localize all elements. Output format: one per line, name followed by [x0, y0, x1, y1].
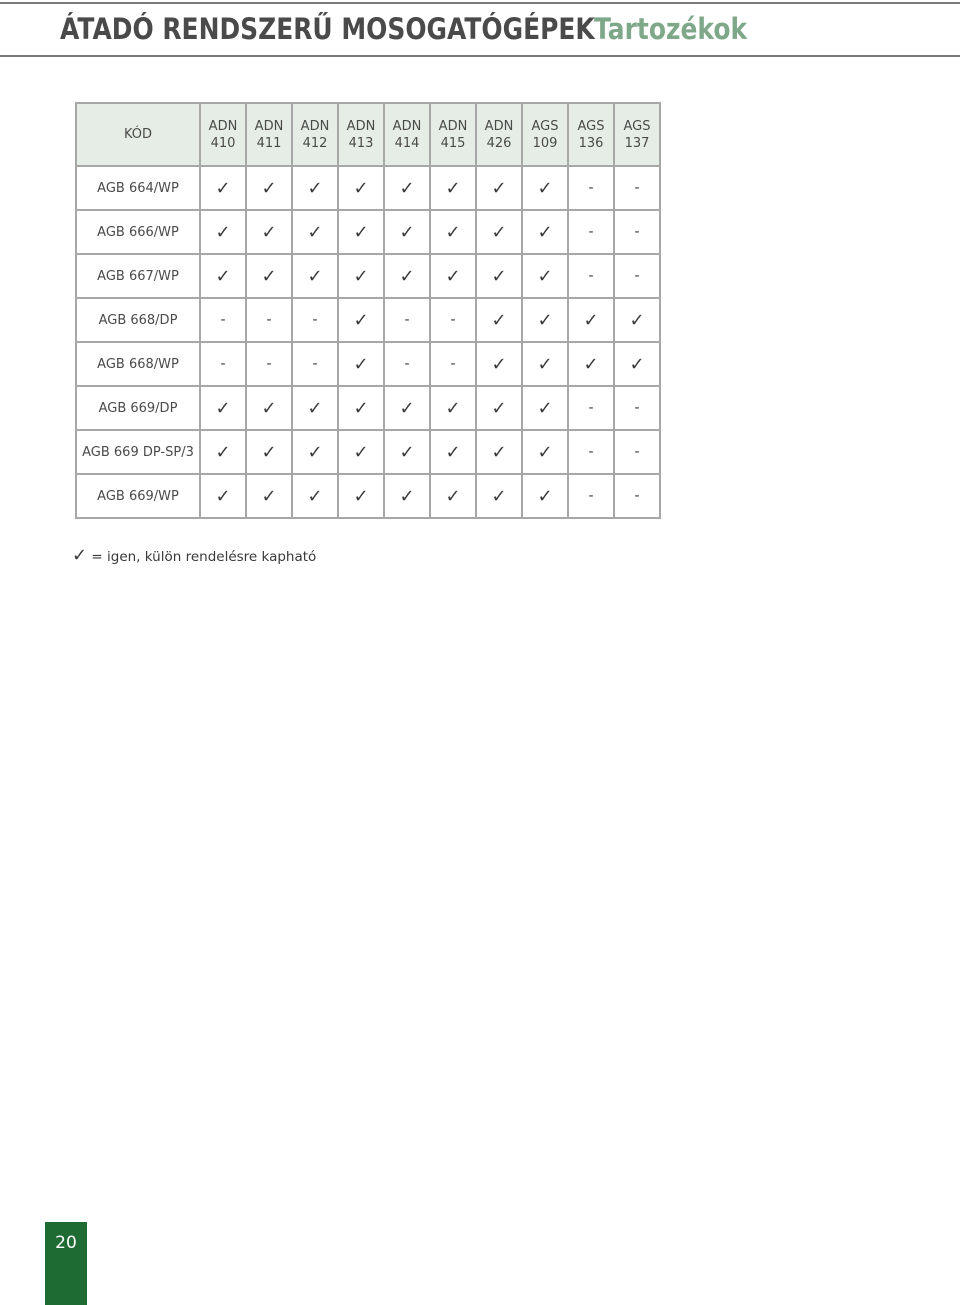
not-available-cell: - [246, 298, 292, 342]
row-code: AGB 669 DP-SP/3 [76, 430, 200, 474]
column-header [476, 103, 522, 166]
not-available-cell: - [568, 430, 614, 474]
check-icon: ✓ [476, 430, 522, 474]
column-header-series: ADN [346, 118, 376, 134]
check-icon: ✓ [476, 210, 522, 254]
column-header [246, 103, 292, 166]
check-icon: ✓ [476, 386, 522, 430]
row-code: AGB 669/WP [76, 474, 200, 518]
check-icon: ✓ [246, 254, 292, 298]
column-header-model: 413 [348, 135, 374, 151]
column-header-series: AGS [577, 118, 605, 134]
column-header-model: 136 [578, 135, 604, 151]
column-header [522, 103, 568, 166]
not-available-cell: - [246, 342, 292, 386]
column-header-model: 426 [486, 135, 512, 151]
not-available-cell: - [384, 342, 430, 386]
check-icon: ✓ [292, 430, 338, 474]
check-icon: ✓ [292, 166, 338, 210]
not-available-cell: - [568, 210, 614, 254]
not-available-cell: - [614, 474, 660, 518]
check-icon: ✓ [476, 342, 522, 386]
check-icon: ✓ [568, 298, 614, 342]
check-icon: ✓ [72, 545, 88, 566]
check-icon: ✓ [200, 430, 246, 474]
check-icon: ✓ [246, 386, 292, 430]
check-icon: ✓ [200, 210, 246, 254]
table-row [76, 342, 660, 386]
row-code: AGB 669/DP [76, 386, 200, 430]
check-icon: ✓ [430, 254, 476, 298]
check-icon: ✓ [522, 386, 568, 430]
check-icon: ✓ [384, 386, 430, 430]
not-available-cell: - [292, 298, 338, 342]
table-row [76, 474, 660, 518]
row-code: AGB 668/DP [76, 298, 200, 342]
top-rule [0, 2, 960, 4]
code-column-header: KÓD [76, 103, 200, 166]
column-header-model: 414 [394, 135, 420, 151]
check-icon: ✓ [430, 210, 476, 254]
column-header [384, 103, 430, 166]
page-number-tab [45, 1222, 87, 1305]
not-available-cell: - [430, 342, 476, 386]
column-header [568, 103, 614, 166]
table-row [76, 166, 660, 210]
not-available-cell: - [568, 474, 614, 518]
check-icon: ✓ [200, 254, 246, 298]
check-icon: ✓ [522, 430, 568, 474]
check-icon: ✓ [522, 254, 568, 298]
check-icon: ✓ [430, 386, 476, 430]
check-icon: ✓ [338, 210, 384, 254]
column-header-series: ADN [254, 118, 284, 134]
section-subtitle: Tartozékok [594, 12, 748, 46]
check-icon: ✓ [246, 166, 292, 210]
column-header-series: ADN [300, 118, 330, 134]
check-icon: ✓ [522, 474, 568, 518]
check-icon: ✓ [614, 342, 660, 386]
column-header [430, 103, 476, 166]
column-header-model: 410 [210, 135, 236, 151]
check-icon: ✓ [338, 430, 384, 474]
check-icon: ✓ [568, 342, 614, 386]
page-title: ÁTADÓ RENDSZERŰ MOSOGATÓGÉPEK [60, 12, 595, 46]
column-header-model: 412 [302, 135, 328, 151]
not-available-cell: - [384, 298, 430, 342]
check-icon: ✓ [246, 474, 292, 518]
table-body [76, 166, 660, 518]
header-rule [0, 55, 960, 57]
table-row [76, 430, 660, 474]
not-available-cell: - [568, 386, 614, 430]
not-available-cell: - [200, 342, 246, 386]
row-code: AGB 667/WP [76, 254, 200, 298]
column-header [614, 103, 660, 166]
table-row [76, 254, 660, 298]
row-code: AGB 668/WP [76, 342, 200, 386]
check-icon: ✓ [476, 254, 522, 298]
check-icon: ✓ [476, 166, 522, 210]
table-header-row [76, 103, 660, 166]
check-icon: ✓ [338, 166, 384, 210]
not-available-cell: - [614, 386, 660, 430]
not-available-cell: - [292, 342, 338, 386]
check-icon: ✓ [292, 210, 338, 254]
check-icon: ✓ [384, 210, 430, 254]
page-number: 20 [55, 1233, 77, 1253]
not-available-cell: - [200, 298, 246, 342]
check-icon: ✓ [200, 474, 246, 518]
check-icon: ✓ [476, 474, 522, 518]
not-available-cell: - [568, 166, 614, 210]
check-icon: ✓ [338, 254, 384, 298]
check-icon: ✓ [292, 386, 338, 430]
legend [72, 545, 316, 566]
table-row [76, 386, 660, 430]
check-icon: ✓ [338, 386, 384, 430]
check-icon: ✓ [246, 430, 292, 474]
check-icon: ✓ [384, 430, 430, 474]
not-available-cell: - [614, 210, 660, 254]
column-header-model: 411 [256, 135, 282, 151]
column-header-model: 415 [440, 135, 466, 151]
check-icon: ✓ [522, 342, 568, 386]
column-header-model: 109 [532, 135, 558, 151]
column-header [338, 103, 384, 166]
column-header-model: 137 [624, 135, 650, 151]
check-icon: ✓ [430, 430, 476, 474]
not-available-cell: - [614, 430, 660, 474]
table-row [76, 298, 660, 342]
not-available-cell: - [614, 254, 660, 298]
table-row [76, 210, 660, 254]
check-icon: ✓ [246, 210, 292, 254]
check-icon: ✓ [522, 298, 568, 342]
check-icon: ✓ [200, 166, 246, 210]
not-available-cell: - [568, 254, 614, 298]
check-icon: ✓ [338, 474, 384, 518]
column-header-series: AGS [623, 118, 651, 134]
check-icon: ✓ [338, 298, 384, 342]
check-icon: ✓ [292, 254, 338, 298]
check-icon: ✓ [614, 298, 660, 342]
column-header-series: ADN [484, 118, 514, 134]
check-icon: ✓ [430, 474, 476, 518]
not-available-cell: - [430, 298, 476, 342]
column-header-series: AGS [531, 118, 559, 134]
column-header-series: ADN [392, 118, 422, 134]
column-header-series: ADN [208, 118, 238, 134]
check-icon: ✓ [384, 166, 430, 210]
check-icon: ✓ [384, 254, 430, 298]
check-icon: ✓ [200, 386, 246, 430]
check-icon: ✓ [338, 342, 384, 386]
check-icon: ✓ [522, 166, 568, 210]
check-icon: ✓ [522, 210, 568, 254]
check-icon: ✓ [384, 474, 430, 518]
check-icon: ✓ [476, 298, 522, 342]
row-code: AGB 664/WP [76, 166, 200, 210]
column-header [200, 103, 246, 166]
check-icon: ✓ [292, 474, 338, 518]
not-available-cell: - [614, 166, 660, 210]
column-header-series: ADN [438, 118, 468, 134]
legend-text: = igen, külön rendelésre kapható [91, 549, 317, 565]
compatibility-table [75, 102, 661, 519]
row-code: AGB 666/WP [76, 210, 200, 254]
check-icon: ✓ [430, 166, 476, 210]
column-header [292, 103, 338, 166]
